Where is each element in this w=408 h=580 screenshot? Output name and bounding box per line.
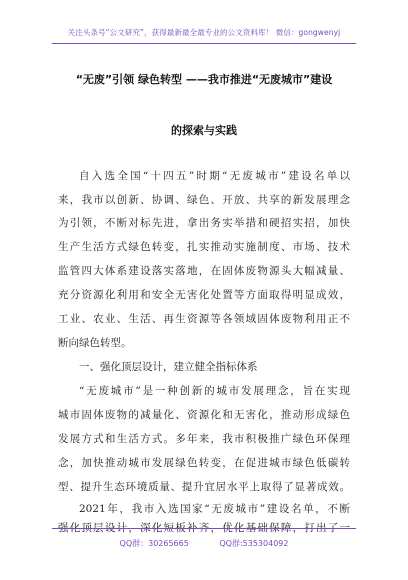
header-divider <box>52 43 356 44</box>
paragraph-line: 生产生活方式绿色转变，扎实推动实施制度、市场、技术 <box>58 241 350 253</box>
paragraph-line: 念，加快推动城市发展绿色转变，在促进城市绿色低碳转 <box>58 457 350 469</box>
paragraph-line: 充分资源化利用和安全无害化处置等方面取得明显成效， <box>58 289 350 301</box>
page-header <box>0 0 408 52</box>
header-notice: 关注头条号“公文研究”，获得最新最全最专业的公文资料库！ 微信：gongwenyj <box>67 28 341 37</box>
document-title-continued: 的探索与实践 <box>171 124 237 137</box>
footer-divider <box>52 528 356 529</box>
paragraph-line: 来，我市以创新、协调、绿色、开放、共享的新发展理念 <box>58 194 350 206</box>
section-heading: 一、强化顶层设计，建立健全指标体系 <box>79 361 258 373</box>
paragraph-line: 2021年，我市入选国家“无废城市”建设名单，不断 <box>79 503 350 515</box>
document-title: “无废”引领 绿色转型 ——我市推进“无废城市”建设 <box>75 73 333 86</box>
paragraph-line: 强化顶层设计，深化短板补齐，优化基础保障，打出了一 <box>58 522 350 534</box>
paragraph-line: “无废城市”是一种创新的城市发展理念，旨在实现 <box>79 385 350 397</box>
paragraph-line: 型、提升生态环境质量、提升宜居水平上取得了显著成效。 <box>58 481 350 493</box>
paragraph-line: 监管四大体系建设落实落地，在固体废物源头大幅减量、 <box>58 265 350 277</box>
footer-qq-group-1: QQ群：30265665 <box>119 539 189 548</box>
paragraph-line: 发展方式和生活方式。多年来，我市积极推广绿色环保理 <box>58 433 350 445</box>
footer-qq-group-2: QQ群:535304092 <box>219 539 289 548</box>
paragraph-line: 工业、农业、生活、再生资源等各领域固体废物利用正不 <box>58 313 350 325</box>
paragraph-line: 城市固体废物的减量化、资源化和无害化，推动形成绿色 <box>58 409 350 421</box>
paragraph-line: 断向绿色转型。 <box>58 337 132 349</box>
paragraph-line: 自入选全国“十四五”时期“无废城市”建设名单以 <box>79 170 350 182</box>
page-footer <box>0 538 408 549</box>
paragraph-line: 为引领，不断对标先进，拿出务实举措和硬招实招，加快 <box>58 217 350 229</box>
